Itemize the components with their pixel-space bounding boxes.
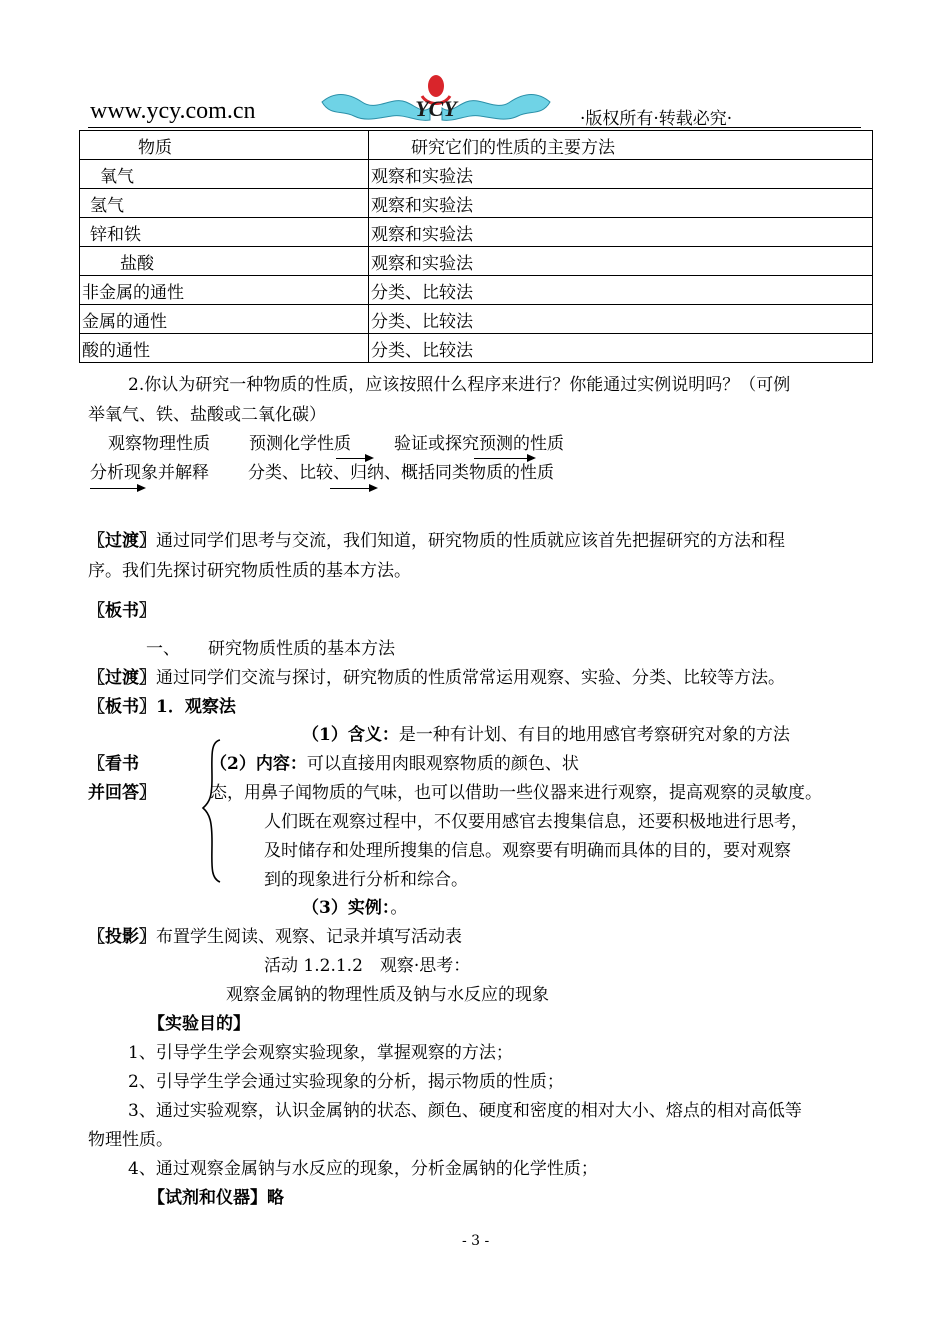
table-row [80,218,873,247]
flow-step-observe: 观察物理性质 [108,434,210,454]
board-title: 1．观察法 [156,697,236,717]
table-header-cell: 物质 [80,131,369,160]
projection-label: 〖投影〗 [88,927,156,947]
content-text: 可以直接用肉眼观察物质的颜色、状 [306,754,579,774]
transition-text: 通过同学们思考与交流，我们知道，研究物质的性质就应该首先把握研究的方法和程 [156,531,785,551]
purpose-item: 3、通过实验观察，认识金属钠的状态、颜色、硬度和密度的相对大小、熔点的相对高低等 [128,1101,802,1121]
flow-step-analyze: 分析现象并解释 [90,463,209,483]
flow-arrow [90,488,144,489]
activity-subtitle: 观察金属钠的物理性质及钠与水反应的现象 [226,985,549,1005]
example-text: 。 [390,898,408,918]
table-cell: 锌和铁 [80,218,369,247]
observe-example [302,893,407,918]
table-cell: 观察和实验法 [369,247,873,276]
table-cell: 氧气 [80,160,369,189]
board-label: 〖板书〗 [88,697,156,717]
logo-cloud-left [322,94,430,120]
flow-arrow [336,458,372,459]
transition-1-line2: 序。我们先探讨研究物质性质的基本方法。 [88,561,411,581]
table-cell: 观察和实验法 [369,218,873,247]
transition-2 [88,663,785,688]
logo-red-mark [428,75,444,97]
content-label: （2）内容： [210,754,307,774]
purpose-item: 1、引导学生学会观察实验现象，掌握观察的方法； [128,1043,513,1063]
logo-text: YCY [415,96,457,121]
observe-content-line2: 态，用鼻子闻物质的气味，也可以借助一些仪器来进行观察，提高观察的灵敏度。 [210,783,822,803]
flow-step-classify: 分类、比较、归纳、概括同类物质的性质 [248,463,554,483]
properties-table [79,130,873,363]
read-book-label-1: 〖看书 [88,754,139,774]
example-label: （3）实例： [302,898,391,918]
transition-label: 〖过渡〗 [88,668,156,688]
flow-step-verify: 验证或探究预测的性质 [394,434,564,454]
header-url: www.ycy.com.cn [90,98,256,124]
table-cell: 盐酸 [80,247,369,276]
table-cell: 观察和实验法 [369,160,873,189]
purpose-item: 2、引导学生学会通过实验现象的分析，揭示物质的性质； [128,1072,564,1092]
table-cell: 分类、比较法 [369,276,873,305]
table-row [80,160,873,189]
question-2-line2: 举氧气、铁、盐酸或二氧化碳） [88,405,326,425]
observe-content-line1 [210,749,579,774]
table-row [80,276,873,305]
header-rule [88,127,861,128]
flow-step-predict: 预测化学性质 [249,434,351,454]
table-row [80,305,873,334]
table-header-cell: 研究它们的性质的主要方法 [369,131,873,160]
table-cell: 金属的通性 [80,305,369,334]
meaning-label: （1）含义： [302,725,399,745]
projection [88,922,462,947]
observe-content-line5: 到的现象进行分析和综合。 [264,870,468,890]
question-2-line1: 2.你认为研究一种物质的性质，应该按照什么程序来进行？你能通过实例说明吗？（可例 [128,375,791,395]
table-header-row [80,131,873,160]
purpose-item: 物理性质。 [88,1130,173,1150]
board-2 [88,692,236,717]
transition-1-line1 [88,526,785,551]
reagents-text: 略 [267,1188,284,1208]
header-rights: ·版权所有·转载必究· [580,109,733,129]
reagents-title: 【试剂和仪器】 [148,1188,267,1208]
observe-content-line3: 人们既在观察过程中，不仅要用感官去搜集信息，还要积极地进行思考， [264,812,808,832]
table-cell: 氢气 [80,189,369,218]
observe-meaning [302,720,790,745]
section-title: 研究物质性质的基本方法 [208,639,395,659]
flow-arrow [330,488,376,489]
section-number: 一、 [146,639,180,659]
meaning-text: 是一种有计划、有目的地用感官考察研究对象的方法 [398,725,790,745]
purpose-title: 【实验目的】 [148,1014,250,1034]
table-cell: 非金属的通性 [80,276,369,305]
transition-text: 通过同学们交流与探讨，研究物质的性质常常运用观察、实验、分类、比较等方法。 [156,668,785,688]
page-number: - 3 - [462,1233,490,1249]
ycy-logo [318,72,554,132]
purpose-item: 4、通过观察金属钠与水反应的现象，分析金属钠的化学性质； [128,1159,598,1179]
reagents [148,1183,284,1208]
table-row [80,247,873,276]
board-label: 〖板书〗 [88,601,156,621]
table-cell: 分类、比较法 [369,305,873,334]
transition-label: 〖过渡〗 [88,531,156,551]
activity-title: 活动 1.2.1.2 观察·思考： [264,956,471,976]
table-cell: 酸的通性 [80,334,369,363]
read-book-label-2: 并回答〗 [88,783,156,803]
projection-text: 布置学生阅读、观察、记录并填写活动表 [156,927,462,947]
flow-arrow [474,458,534,459]
table-cell: 分类、比较法 [369,334,873,363]
table-row [80,334,873,363]
logo-cloud-right [442,94,550,120]
observe-content-line4: 及时储存和处理所搜集的信息。观察要有明确而具体的目的，要对观察 [264,841,791,861]
table-cell: 观察和实验法 [369,189,873,218]
table-row [80,189,873,218]
